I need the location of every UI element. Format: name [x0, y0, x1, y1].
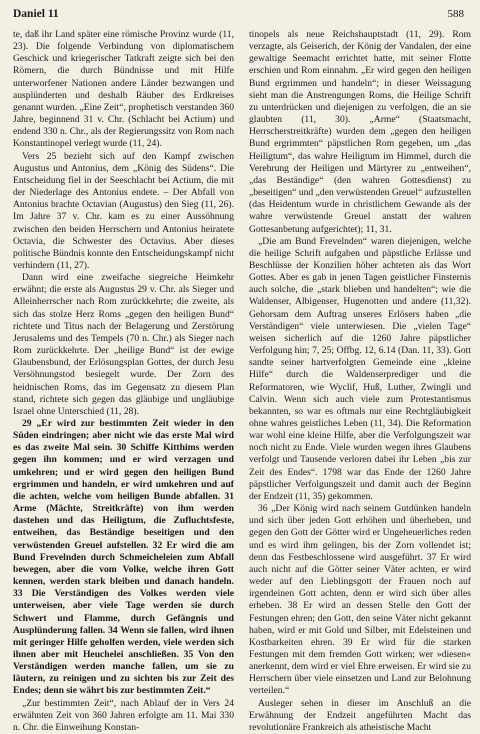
left-column	[13, 29, 234, 733]
running-head: Daniel 11	[13, 8, 59, 20]
paragraph: Vers 25 bezieht sich auf den Kampf zwischen Augustus und Antonius, dem „König des Südens“. Die Entscheidung fiel in der Seeschlacht bei Actium, die mit der Niederlage des Antonius endete. – Der Abfall von Antonius brachte Octavian (Augustus) den Sieg (11, 26). Im Jahre 37 v. Chr. kam es zu einer Aussöhnung zwischen den beiden Herrschern und Antonius heiratete Octavia, die Schwester des Octavius. Aber dieses politische Bündnis konnte den Entscheidungskampf nicht verhindern (11, 27).	[13, 150, 234, 271]
page-number: 588	[447, 8, 464, 20]
scripture-passage: 29 „Er wird zur bestimmten Zeit wieder in den Süden eindringen; aber nicht wie das erste Mal wird es das zweite Mal sein. 30 Schiffe Kitthims werden gegen ihn kommen; und er wird verzagen und umkehren; und er wird gegen den heiligen Bund ergrimmen und handeln, er wird umkehren und auf die achten, welche vom heiligen Bunde abfallen. 31 Arme (Mächte, Streitkräfte) von ihm werden dastehen und das Heiligtum, die Zufluchtsfeste, entweihen, das Beständige beseitigen und den verwüstenden Greuel aufstellen. 32 Er wird die am Bund Frevelnden durch Schmeicheleien zum Abfall bewegen, aber die vom Volke, welche ihren Gott kennen, werden stark bleiben und danach handeln. 33 Die Verständigen des Volkes werden viele unterweisen, aber viele Tage werden sie durch Schwert und Flamme, durch Gefängnis und Ausplünderung fallen. 34 Wenn sie fallen, wird ihnen mit geringer Hilfe geholfen werden, viele werden sich ihnen aber mit Heuchelei anschließen. 35 Von den Verständigen werden manche fallen, um sie zu läutern, zu reinigen und zu sichten bis zur Zeit des Endes; denn sie währt bis zur bestimmten Zeit.“	[13, 418, 234, 697]
paragraph: te, daß ihr Land später eine römische Provinz wurde (11, 23). Die folgende Verbindung von diplomatischem Geschick und kriegerischer Tatkraft zeigte sich bei den Römern, die durch Bündnisse und mit Hilfe unterworfener Nationen andere Länder bezwangen und ausplünderten und deshalb Räuber des Erdkreises genannt wurden. „Eine Zeit“, prophetisch verstanden 360 Jahre, beginnend 31 v. Chr. (Schlacht bei Actium) und endend 330 n. Chr., als der Regierungssitz von Rom nach Konstantinopel verlegt wurde (11, 24).	[13, 29, 234, 150]
paragraph: Dann wird eine zweifache siegreiche Heimkehr erwähnt; die erste als Augustus 29 v. Chr. als Sieger und Alleinherrscher nach Rom zurückkehrte; die zweite, als sich das stolze Herz Roms „gegen den heiligen Bund“ richtete und Titus nach der Belagerung und Zerstörung Jerusalems und des Tempels (70 n. Chr.) als Sieger nach Rom zurückkehrte. Der „heilige Bund“ ist der ewige Glaubensbund, der Erlösungsplan Gottes, der durch Jesu Versöhnungstod besiegelt wurde. Der Zorn des heidnischen Roms, das im Gegensatz zu diesem Plan stand, richtete sich gegen das gläubige und ungläubige Israel ohne Unterschied (11, 28).	[13, 272, 234, 417]
paragraph: „Zur bestimmten Zeit“, nach Ablauf der in Vers 24 erwähnten Zeit von 360 Jahren erfolgte am 11. Mai 330 n. Chr. die Einweihung Konstan-	[13, 697, 234, 733]
paragraph: tinopels als neue Reichshauptstadt (11, 29). Rom verzagte, als Geiserich, der König der Vandalen, der eine gewaltige Seemacht errichtet hatte, mit seiner Flotte erschien und Rom einnahm. „Er wird gegen den heiligen Bund ergrimmen und handeln“; in dieser Weissagung sieht man die Anstrengungen Roms, die Heilige Schrift zu unterdrücken und diejenigen zu verfolgen, die an sie glaubten (11, 30). „Arme“ (Staatsmacht, Herrscherstreitkräfte) wurden dem „gegen den heiligen Bund ergrimmten“ päpstlichen Rom gegeben, um „das Heiligtum“, das wahre Heiligtum im Himmel, durch die Verehrung der Heiligen und Märtyrer zu „entweihen“, „das Beständige“ (den wahren Gottesdienst) zu „beseitigen“ und „den verwüstenden Greuel“ aufzustellen (das Heidentum wurde in christlichem Gewande als der wahre verwüstende Greuel anstatt der wahren Gottesanbetung aufgerichtet); 11, 31.	[249, 29, 471, 235]
paragraph: Ausleger sehen in dieser im Anschluß an die Erwähnung der Endzeit angeführten Macht das revolutionäre Frankreich als atheistische Macht	[249, 697, 471, 733]
scripture-passage: 36 „Der König wird nach seinem Gutdünken handeln und sich über jeden Gott erhöhen und überheben, und gegen den Gott der Götter wird er Ungeheuerliches reden und es wird ihm gelingen, bis der Zorn vollendet ist; denn das Festbeschlossene wird ausgeführt. 37 Er wird auch nicht auf die Götter seiner Väter achten, er wird weder auf den Lieblingsgott der Frauen noch auf irgendeinen Gott achten, denn er wird sich über alles erheben. 38 Er wird an dessen Stelle den Gott der Festungen ehren; den Gott, den seine Väter nicht gekannt haben, wird er mit Gold und Silber, mit Edelsteinen und Kostbarkeiten ehren. 39 Er wird für die starken Festungen mit dem fremden Gott wirken; wer »diesen« anerkennt, dem wird er viel Ehre erweisen. Er wird sie zu Herrschern über viele einsetzen und Land zur Belohnung verteilen.“	[249, 503, 471, 697]
right-column	[249, 29, 471, 733]
page-header	[0, 8, 480, 24]
paragraph: „Die am Bund Frevelnden“ waren diejenigen, welche die heilige Schrift aufgaben und päpstliche Erlässe und Beschlüsse der Konzilien höher achteten als das Wort Gottes. Aber es gab in jenen Tagen geistlicher Finsternis auch solche, die „stark blieben und handelten“; wie die Waldenser, Albigenser, Hugenotten und andere (11,32). Gehorsam dem Auftrag unseres Erlösers haben „die Verständigen“ viele unterwiesen. Die „vielen Tage“ weisen sicherlich auf die 1260 Jahre päpstlicher Verfolgung hin; 7, 25; Offbg. 12, 6.14 (Dan. 11, 33). Gott sandte seiner hartverfolgten Gemeinde eine „kleine Hilfe“ durch die Waldenserprediger und die Reformatoren, wie Wyclif, Huß, Luther, Zwingli und Calvin. Wenn sich auch viele zum Protestantismus bekannten, so war es oftmals nur eine Rechtgläubigkeit ohne wahres geistliches Leben (11, 34). Die Reformation war wohl eine kleine Hilfe, aber die Verfolgungszeit war noch nicht zu Ende. Viele wurden wegen ihres Glaubens verfolgt und Tausende verloren dabei ihr Leben „bis zur Zeit des Endes“. 1798 war das Ende der 1260 Jahre päpstlicher Verfolgungszeit und damit auch der Beginn der Endzeit (11, 35) gekommen.	[249, 235, 471, 502]
